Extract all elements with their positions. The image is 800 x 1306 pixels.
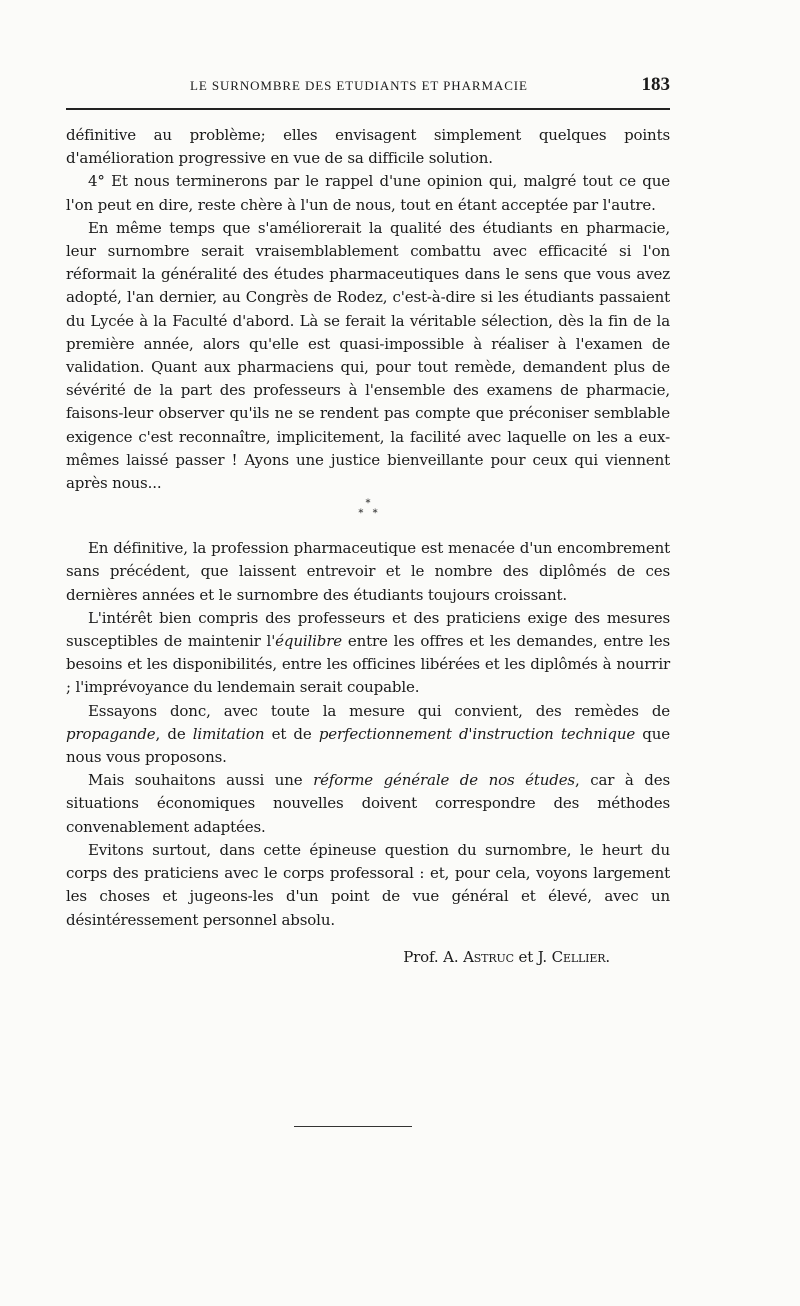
paragraph-remedies — [66, 700, 670, 770]
signature-prefix: Prof. A. — [403, 947, 464, 966]
paragraph-general-reform — [66, 769, 670, 839]
running-title: LE SURNOMBRE DES ETUDIANTS ET PHARMACIE — [190, 78, 528, 93]
emphasis-equilibre: équilibre — [275, 632, 343, 651]
paragraph-continuation: définitive au problème; elles envisagent simplement quelques points d'amélioration progressive en vue de sa difficile solution. — [66, 126, 670, 168]
author-cellier: Cellier — [551, 947, 606, 966]
paragraph-conclusion: En définitive, la profession pharmaceutique est menacée d'un encombrement sans précédent, que laissent entrevoir et le nombre des diplômés de ces dernières années et le surnombre des étudiants toujours croissant. — [66, 539, 670, 604]
paragraph-interest — [66, 607, 670, 700]
emphasis-propagande: propagande — [66, 724, 156, 743]
text-fragment: que nous vous proposons. — [66, 724, 670, 767]
text-fragment: et de — [264, 724, 319, 743]
text-fragment: , car à des situations économiques nouvelles doivent correspondre des méthodes convenablement adaptées. — [66, 771, 671, 836]
signature-middle: et J. — [513, 947, 552, 966]
text-fragment: entre les offres et les demandes, entre les besoins et les disponibilités, entre les officines libérées et les diplômés à nourrir ; l'imprévoyance du lendemain serait coupable. — [66, 632, 670, 697]
emphasis-limitation: limitation — [192, 724, 265, 743]
body-text — [66, 124, 670, 969]
paragraph-point-4: 4° Et nous terminerons par le rappel d'une opinion qui, malgré tout ce que l'on peut en dire, reste chère à l'un de nous, tout en étant acceptée par l'autre. — [66, 172, 670, 214]
signature-suffix: . — [605, 947, 610, 966]
asterism-top: * — [365, 498, 371, 510]
text-fragment: Mais souhaitons aussi une — [88, 771, 314, 790]
end-rule — [294, 1126, 412, 1127]
asterism-separator — [66, 499, 670, 519]
signature — [66, 946, 670, 969]
header-rule — [66, 108, 670, 110]
asterism-bottom: * * — [358, 508, 378, 520]
text-fragment: L'intérêt bien compris des professeurs et des praticiens exige des mesures susceptibles de maintenir l' — [66, 608, 670, 651]
page-number: 183 — [641, 74, 670, 95]
paragraph-reform: En même temps que s'améliorerait la qualité des étudiants en pharmacie, leur surnombre serait vraisemblablement combattu avec efficacité si l'on réformait la généralité des études pharmaceutiques dans le sens que vous avez adopté, l'an dernier, au Congrès de Rodez, c'est-à-dire si les étudiants passaient du Lycée à la Faculté d'abord. Là se ferait la véritable sélection, dès la fin de la première année, alors qu'elle est quasi-impossible à réaliser à l'examen de validation. Quant aux pharmaciens qui, pour tout remède, demandent plus de sévérité de la part des professeurs à l'ensemble des examens de pharmacie, faisons-leur observer qu'ils ne se rendent pas compte que préconiser semblable exigence c'est reconnaître, implicitement, la facilité avec laquelle on les a eux-mêmes laissé passer ! Ayons une justice bienveillante pour ceux qui viennent après nous... — [66, 218, 670, 493]
author-astruc: Astruc — [463, 947, 514, 966]
emphasis-reforme: réforme générale de nos études — [313, 771, 575, 790]
page-header — [66, 76, 670, 102]
text-fragment: Essayons donc, avec toute la mesure qui convient, des remèdes de — [88, 701, 670, 720]
paragraph-final: Evitons surtout, dans cette épineuse question du surnombre, le heurt du corps des praticiens avec le corps professoral : et, pour cela, voyons largement les choses et jugeons-les d'un point de vue général et élevé, avec un désintéressement personnel absolu. — [66, 840, 670, 929]
emphasis-perfectionnement: perfectionnement d'instruction technique — [318, 724, 636, 743]
text-fragment: , de — [155, 724, 193, 743]
